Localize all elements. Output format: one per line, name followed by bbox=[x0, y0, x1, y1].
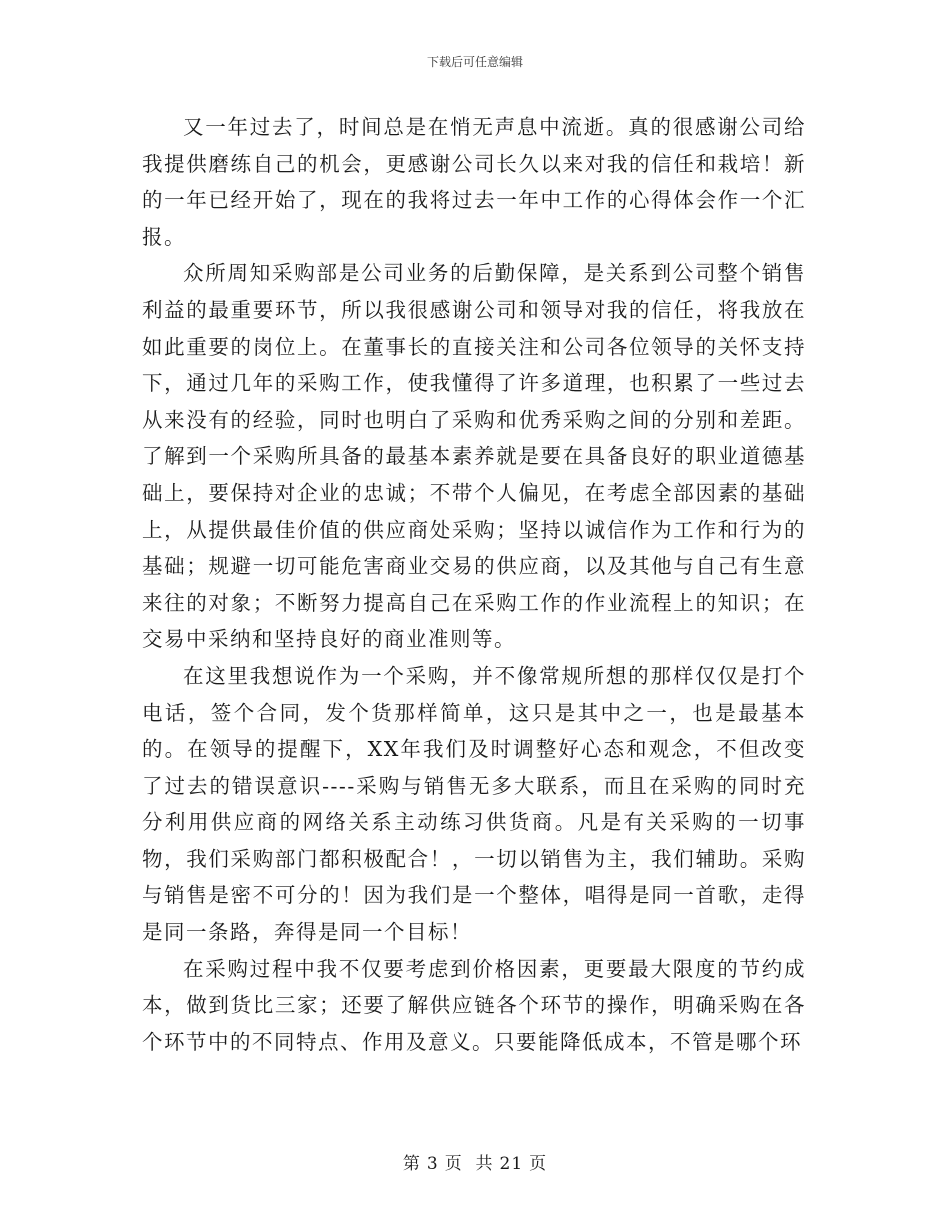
paragraph-procurement-sales: 在这里我想说作为一个采购，并不像常规所想的那样仅仅是打个电话，签个合同，发个货那样简单，这只是其中之一，也是最基本的。在领导的提醒下，XX年我们及时调整好心态和观念，不但改变了过去的错误意识----采购与销售无多大联系，而且在采购的同时充分利用供应商的网络关系主动练习供货商。凡是有关采购的一切事物，我们采购部门都积极配合！，一切以销售为主，我们辅助。采购与销售是密不可分的！因为我们是一个整体，唱得是同一首歌，走得是同一条路，奔得是同一个目标！ bbox=[142, 663, 806, 945]
paragraph-cost-saving: 在采购过程中我不仅要考虑到价格因素，更要最大限度的节约成本，做到货比三家；还要了解供应链各个环节的操作，明确采购在各个环节中的不同特点、作用及意义。只要能降低成本，不管是哪个环 bbox=[142, 956, 806, 1054]
document-body bbox=[142, 109, 806, 1060]
paragraph-intro: 又一年过去了，时间总是在悄无声息中流逝。真的很感谢公司给我提供磨练自己的机会，更感谢公司长久以来对我的信任和栽培！新的一年已经开始了，现在的我将过去一年中工作的心得体会作一个汇报。 bbox=[142, 115, 806, 249]
footer-current-page: 3 bbox=[426, 1154, 439, 1174]
footer-total-pages: 21 bbox=[499, 1154, 524, 1174]
paragraph-procurement-role: 众所周知采购部是公司业务的后勤保障，是关系到公司整个销售利益的最重要环节，所以我很感谢公司和领导对我的信任，将我放在如此重要的岗位上。在董事长的直接关注和公司各位领导的关怀支持下，通过几年的采购工作，使我懂得了许多道理，也积累了一些过去从来没有的经验，同时也明白了采购和优秀采购之间的分别和差距。了解到一个采购所具备的最基本素养就是要在具备良好的职业道德基础上，要保持对企业的忠诚；不带个人偏见，在考虑全部因素的基础上，从提供最佳价值的供应商处采购；坚持以诚信作为工作和行为的基础；规避一切可能危害商业交易的供应商，以及其他与自己有生意来往的对象；不断努力提高自己在采购工作的作业流程上的知识；在交易中采纳和坚持良好的商业准则等。 bbox=[142, 261, 806, 652]
footer-label-ye: 页 bbox=[444, 1154, 463, 1174]
footer-label-gong: 共 bbox=[475, 1154, 494, 1174]
footer-label-ye-total: 页 bbox=[529, 1154, 548, 1174]
page-header-note: 下载后可任意编辑 bbox=[426, 55, 523, 69]
footer-label-di: 第 bbox=[402, 1154, 421, 1174]
page-footer bbox=[0, 1153, 950, 1175]
